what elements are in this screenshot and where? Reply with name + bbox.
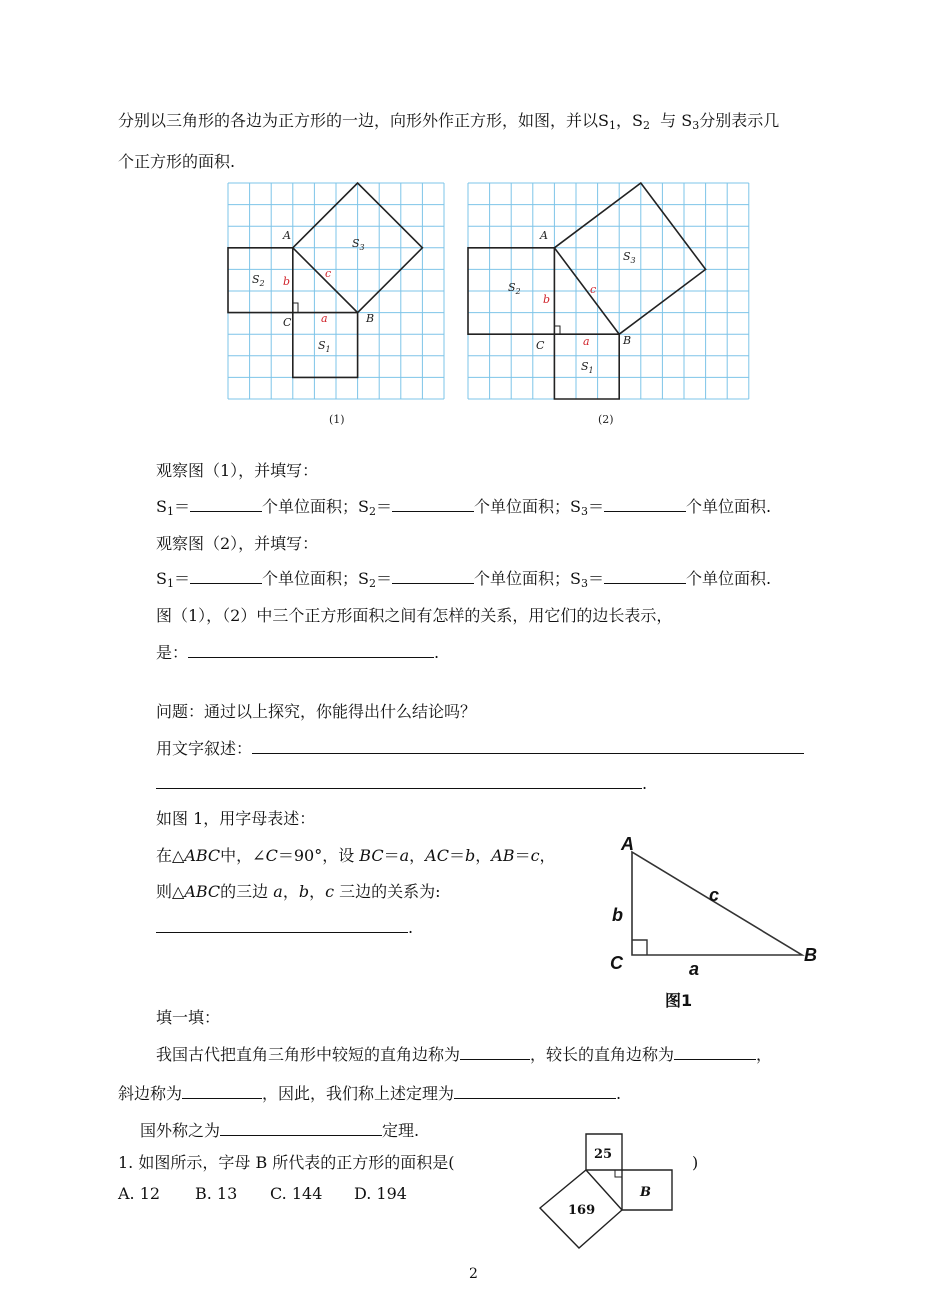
fig1-label-b-vertex: B xyxy=(366,312,375,325)
fig1-label-s1: $S_1$ xyxy=(318,339,331,354)
fill-row-1: $S_1=$ 个单位面积；$S_2=$ 个单位面积；$S_3=$ 个单位面积. xyxy=(156,497,772,518)
relation-question: 图（1），（2）中三个正方形面积之间有怎样的关系，用它们的边长表示， xyxy=(156,606,673,625)
blank-short-leg[interactable] xyxy=(460,1045,530,1060)
triangle-right-angle xyxy=(632,940,647,955)
blank-text-desc-1[interactable] xyxy=(252,739,804,754)
fig3-caption: 图1 xyxy=(665,991,693,1010)
fig1-label-s2: $S_2$ xyxy=(252,273,265,288)
text-desc: 用文字叙述： xyxy=(156,739,804,759)
relation-answer: 是： . xyxy=(156,643,440,662)
fig2-label-s3: $S_3$ xyxy=(623,250,636,265)
q1-label-top: 25 xyxy=(594,1147,613,1162)
letter-desc: 如图 1，用字母表述： xyxy=(156,809,316,828)
fig3-label-c: c xyxy=(709,885,720,905)
fig3-label-c-vertex: C xyxy=(610,953,623,973)
fig1-caption: (1) xyxy=(329,413,345,426)
fig2-label-s2: $S_2$ xyxy=(508,281,521,296)
fill-title: 填一填： xyxy=(156,1008,221,1027)
fig2-label-a-vertex: A xyxy=(540,229,548,242)
text-desc-line-2: . xyxy=(156,774,647,794)
fig2-label-a: a xyxy=(583,335,590,348)
fig2-label-c-vertex: C xyxy=(536,339,545,352)
ancient-line-1: 我国古代把直角三角形中较短的直角边称为 ，较长的直角边称为 ， xyxy=(156,1045,773,1064)
fig2-label-s1: $S_1$ xyxy=(581,360,594,375)
relation-line: 则△ABC的三边 a，b，c 三边的关系为: xyxy=(156,882,441,901)
intro-line-1: 分别以三角形的各边为正方形的一边，向形外作正方形，如图，并以$S_1$，$S_2$ 与 $S_3$分别表示几 xyxy=(118,111,780,132)
fig1-label-s3: $S_3$ xyxy=(352,237,365,252)
fig2-label-c: c xyxy=(590,283,597,296)
blank-s3-fig2[interactable] xyxy=(604,569,686,584)
fig1-label-c-vertex: C xyxy=(283,316,292,329)
observe-2-heading: 观察图（2），并填写： xyxy=(156,534,319,553)
blank-text-desc-2[interactable] xyxy=(156,774,642,789)
fig2-caption: (2) xyxy=(598,413,614,426)
fig2-label-b-vertex: B xyxy=(623,334,632,347)
q1-option-b[interactable]: B. 13 xyxy=(195,1184,238,1203)
condition-line: 在△ABC中，∠C＝90°，设 BC＝a，AC＝b，AB＝c， xyxy=(156,846,556,865)
intro-line-2: 个正方形的面积. xyxy=(118,152,236,171)
blank-s3-fig1[interactable] xyxy=(604,497,686,512)
fig2-label-b: b xyxy=(543,293,551,306)
blank-s2-fig2[interactable] xyxy=(392,569,474,584)
q1-figure xyxy=(535,1130,675,1250)
q1-option-d[interactable]: D. 194 xyxy=(354,1184,407,1203)
observe-1-heading: 观察图（1），并填写： xyxy=(156,461,319,480)
blank-s2-fig1[interactable] xyxy=(392,497,474,512)
q1-text: 1. 如图所示，字母 B 所代表的正方形的面积是( xyxy=(118,1153,455,1172)
s2-label: $S_2$ xyxy=(632,111,650,132)
fig1-label-a: a xyxy=(321,312,328,325)
q1-label-left: 169 xyxy=(568,1203,596,1218)
blank-hypotenuse[interactable] xyxy=(182,1084,262,1099)
q1-option-c[interactable]: C. 144 xyxy=(270,1184,323,1203)
q1-option-a[interactable]: A. 12 xyxy=(118,1184,161,1203)
q1-right-angle xyxy=(615,1170,622,1177)
fig3-label-b: b xyxy=(612,905,623,925)
figure-3-triangle xyxy=(605,832,830,1012)
blank-long-leg[interactable] xyxy=(674,1045,756,1060)
fig3-label-a-vertex: A xyxy=(621,834,634,854)
fill-row-2: $S_1=$ 个单位面积；$S_2=$ 个单位面积；$S_3=$ 个单位面积. xyxy=(156,569,772,590)
ancient-line-2: 斜边称为 ，因此，我们称上述定理为 . xyxy=(118,1084,622,1103)
s3-label: $S_3$ xyxy=(681,111,700,132)
fig1-label-a-vertex: A xyxy=(283,229,291,242)
page-number: 2 xyxy=(469,1266,478,1282)
fig1-label-c: c xyxy=(325,267,332,280)
fig1-label-b: b xyxy=(283,275,291,288)
figure-1 xyxy=(228,183,444,426)
figure-2 xyxy=(468,183,749,426)
blank-theorem-foreign[interactable] xyxy=(220,1121,382,1136)
fig3-label-b-vertex: B xyxy=(804,945,817,965)
fig2-right-angle xyxy=(554,326,560,334)
blank-relation[interactable] xyxy=(188,643,434,658)
blank-theorem-cn[interactable] xyxy=(454,1084,616,1099)
s1-label: $S_1$ xyxy=(598,111,616,132)
fig3-label-a: a xyxy=(689,959,700,979)
blank-s1-fig2[interactable] xyxy=(190,569,262,584)
q1-label-b: B xyxy=(640,1185,651,1200)
relation-blank-line: . xyxy=(156,918,413,938)
q1-close-paren: ) xyxy=(692,1153,699,1172)
question: 问题：通过以上探究，你能得出什么结论吗？ xyxy=(156,702,477,721)
foreign-line: 国外称之为 定理. xyxy=(140,1121,420,1140)
blank-s1-fig1[interactable] xyxy=(190,497,262,512)
blank-abc-relation[interactable] xyxy=(156,918,408,933)
